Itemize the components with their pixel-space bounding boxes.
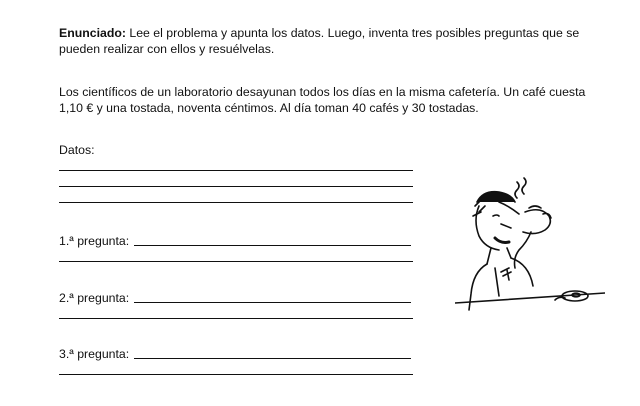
- statement-text: Lee el problema y apunta los datos. Luego, inventa tres posibles preguntas que se pueden realizar con ellos y resuélvelas.: [59, 26, 580, 56]
- statement-paragraph: [59, 25, 609, 57]
- datos-label: Datos:: [59, 143, 95, 157]
- question-3-label: 3.ª pregunta:: [59, 347, 130, 361]
- question-3-line[interactable]: [134, 358, 411, 359]
- question-1-answer-line[interactable]: [59, 261, 413, 262]
- question-1-label: 1.ª pregunta:: [59, 234, 130, 248]
- question-2-label: 2.ª pregunta:: [59, 291, 130, 305]
- question-1-line[interactable]: [134, 245, 411, 246]
- statement-label: Enunciado:: [59, 26, 126, 40]
- datos-line-1[interactable]: [59, 170, 413, 171]
- question-3-answer-line[interactable]: [59, 374, 413, 375]
- scientist-drinking-coffee-icon: [455, 172, 605, 312]
- question-2-line[interactable]: [134, 302, 411, 303]
- question-2-answer-line[interactable]: [59, 318, 413, 319]
- datos-line-2[interactable]: [59, 186, 413, 187]
- problem-paragraph: Los científicos de un laboratorio desayunan todos los días en la misma cafetería. Un café cuesta 1,10 € y una tostada, noventa céntimos. Al día toman 40 cafés y 30 tostadas.: [59, 85, 586, 115]
- datos-line-3[interactable]: [59, 202, 413, 203]
